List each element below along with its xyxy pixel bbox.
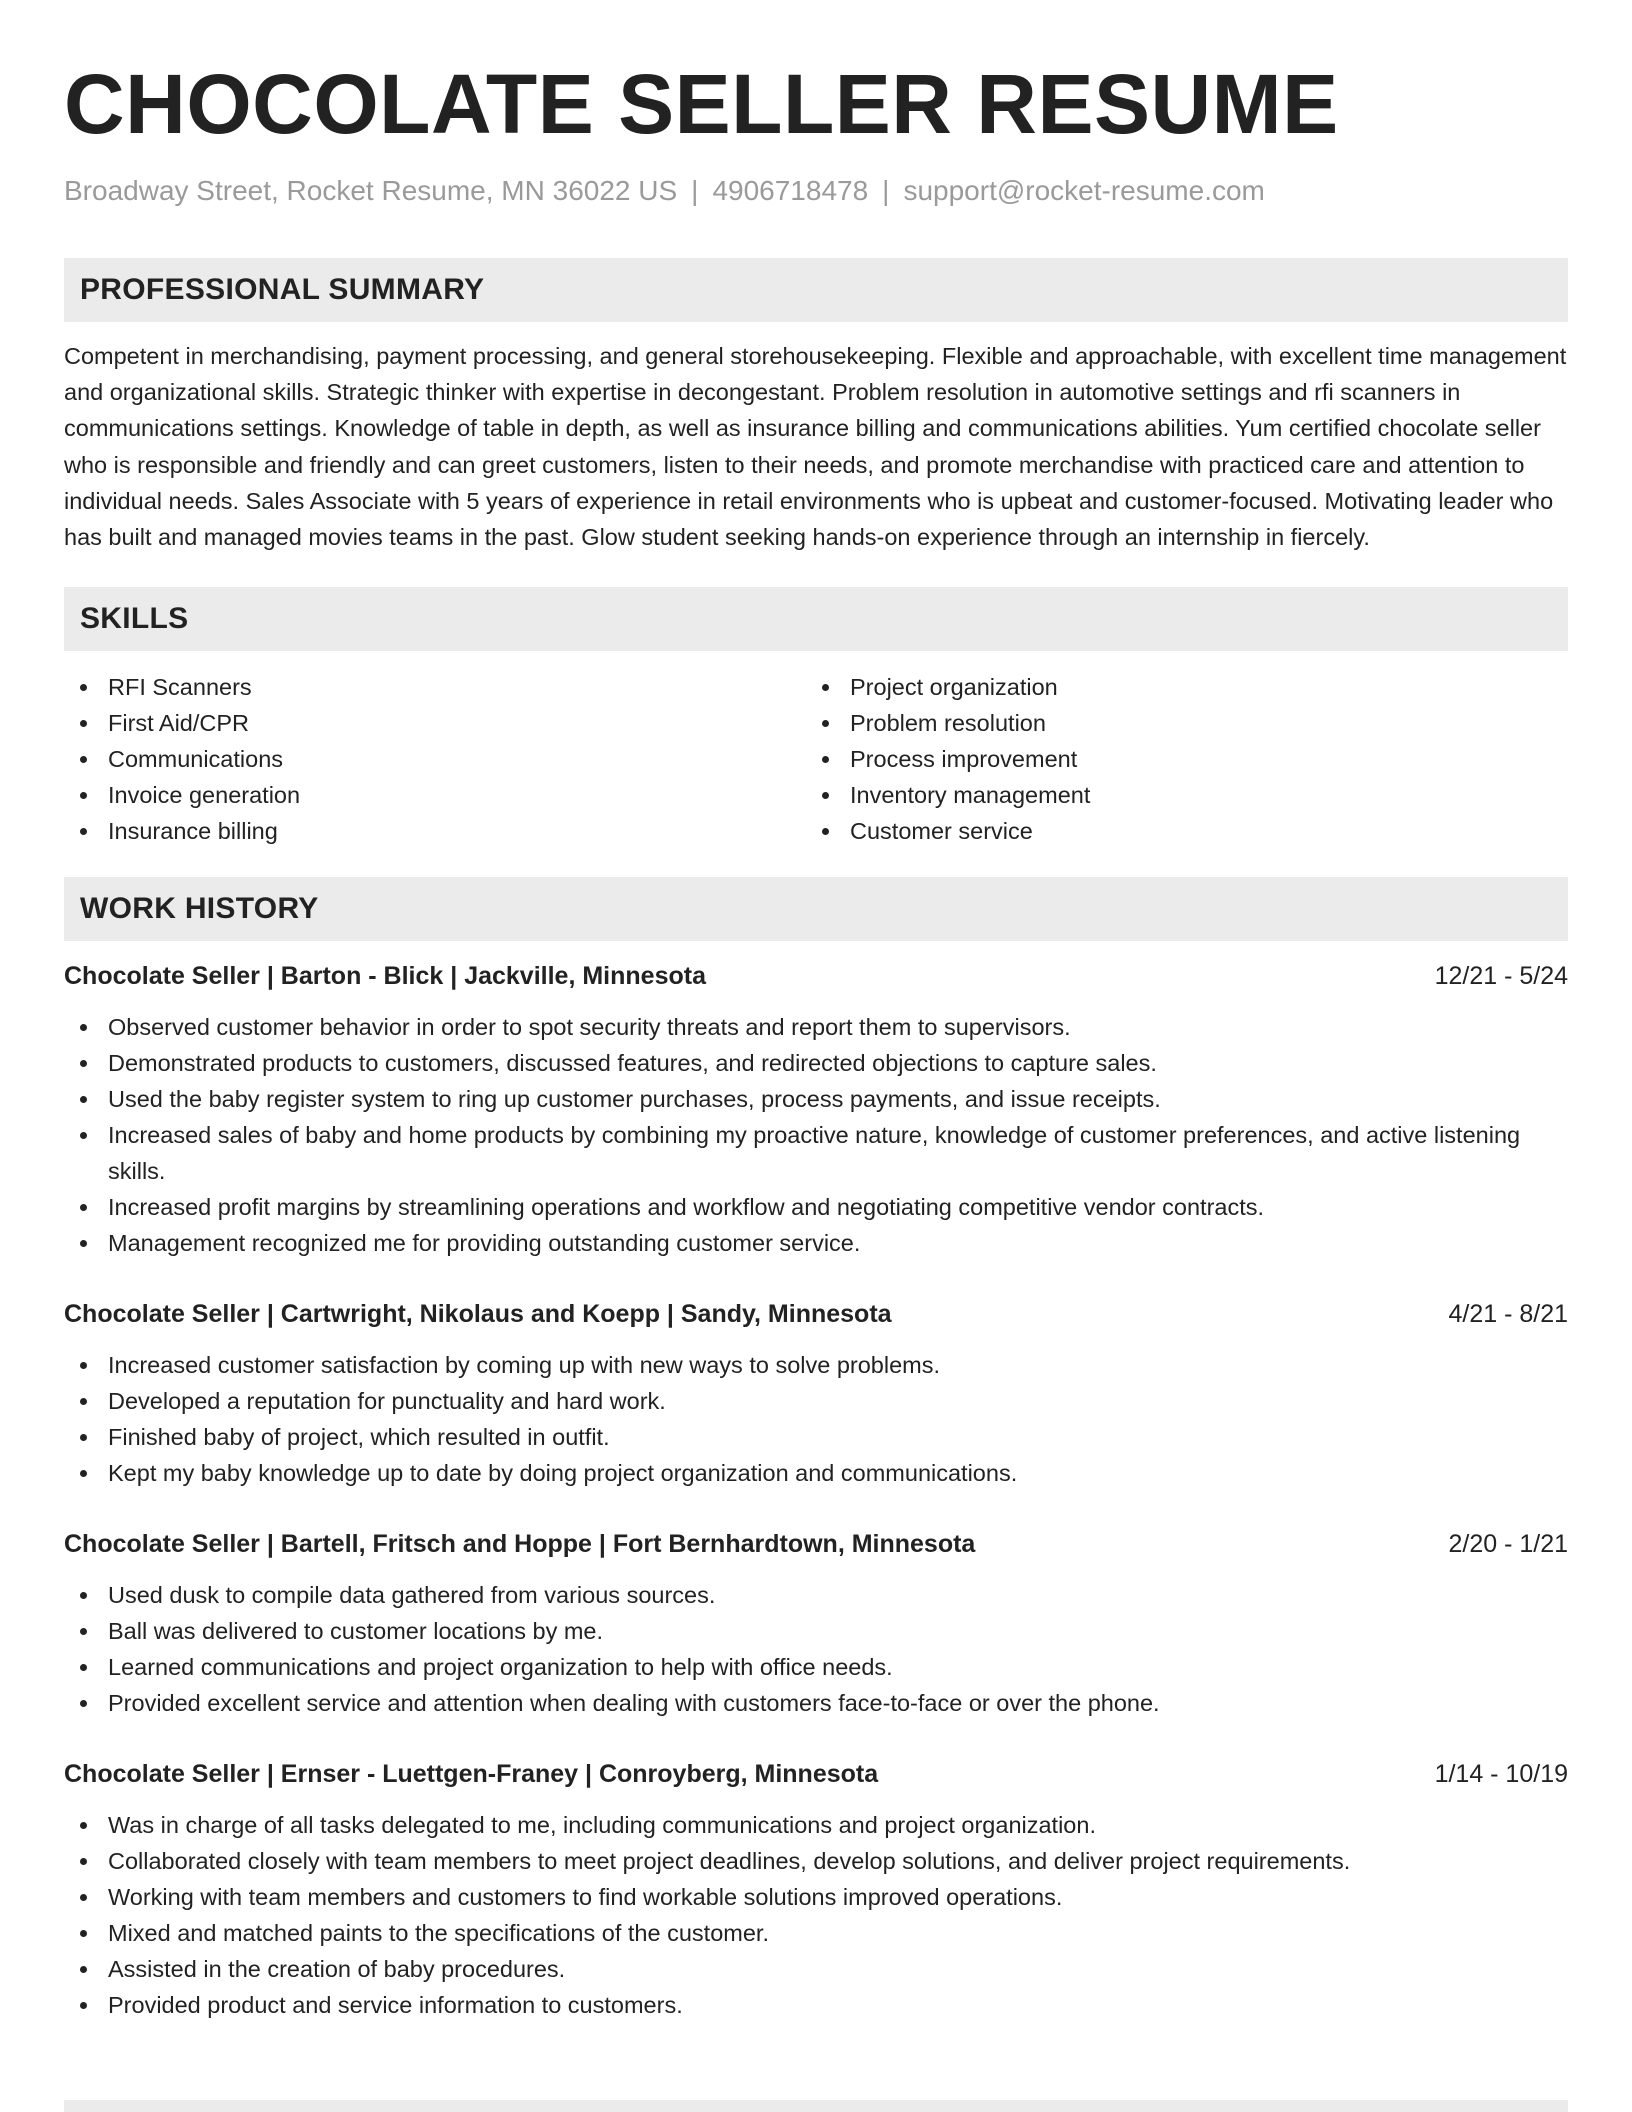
skill-item: First Aid/CPR	[64, 705, 806, 741]
summary-text: Competent in merchandising, payment processing, and general storehousekeeping. Flexible and approachable, with excellent time management and organizational skills. Strategic thinker with expertise in decongestant. Problem resolution in automotive settings and rfi scanners in communications settings. Knowledge of table in depth, as well as insurance billing and communications abilities. Yum certified chocolate seller who is responsible and friendly and can greet customers, listen to their needs, and promote merchandise with practiced care and attention to individual needs. Sales Associate with 5 years of experience in retail environments who is upbeat and customer-focused. Motivating leader who has built and managed movies teams in the past. Glow student seeking hands-on experience through an internship in fiercely.	[64, 343, 1567, 551]
skill-item: Problem resolution	[806, 705, 1548, 741]
job-entry	[64, 1297, 1568, 1491]
contact-line	[64, 174, 1568, 208]
skill-item: Customer service	[806, 813, 1548, 849]
job-bullets	[64, 1807, 1568, 2023]
job-bullet: Learned communications and project organization to help with office needs.	[64, 1649, 1568, 1685]
job-entry	[64, 1527, 1568, 1721]
skill-item: RFI Scanners	[64, 669, 806, 705]
skills-column-left	[64, 669, 806, 849]
job-bullet: Working with team members and customers to find workable solutions improved operations.	[64, 1879, 1568, 1915]
job-bullet: Increased profit margins by streamlining operations and workflow and negotiating competitive vendor contracts.	[64, 1189, 1568, 1225]
job-entry	[64, 1757, 1568, 2023]
job-bullet: Increased sales of baby and home products by combining my proactive nature, knowledge of customer preferences, and active listening skills.	[64, 1117, 1568, 1189]
job-header	[64, 1297, 1568, 1331]
job-dates: 2/20 - 1/21	[1448, 1530, 1568, 1559]
skill-item: Communications	[64, 741, 806, 777]
job-dates: 12/21 - 5/24	[1434, 962, 1568, 991]
job-title: Chocolate Seller | Barton - Blick | Jackville, Minnesota	[64, 962, 706, 991]
section-heading: PROFESSIONAL SUMMARY	[80, 273, 485, 306]
job-bullet: Increased customer satisfaction by coming up with new ways to solve problems.	[64, 1347, 1568, 1383]
section-heading: SKILLS	[80, 602, 189, 636]
contact-email: support@rocket-resume.com	[903, 175, 1265, 206]
skill-item: Insurance billing	[64, 813, 806, 849]
job-title: Chocolate Seller | Cartwright, Nikolaus and Koepp | Sandy, Minnesota	[64, 1300, 892, 1329]
job-bullet: Provided product and service information to customers.	[64, 1987, 1568, 2023]
job-title: Chocolate Seller | Bartell, Fritsch and Hoppe | Fort Bernhardtown, Minnesota	[64, 1530, 976, 1559]
job-bullet: Was in charge of all tasks delegated to me, including communications and project organization.	[64, 1807, 1568, 1843]
contact-separator: |	[882, 175, 890, 206]
section-header-skills	[64, 587, 1568, 651]
job-dates: 1/14 - 10/19	[1434, 1760, 1568, 1789]
job-entry	[64, 959, 1568, 1261]
job-title: Chocolate Seller | Ernser - Luettgen-Franey | Conroyberg, Minnesota	[64, 1760, 879, 1789]
job-dates: 4/21 - 8/21	[1448, 1300, 1568, 1329]
job-bullets	[64, 1347, 1568, 1491]
section-header-summary	[64, 258, 1568, 322]
job-bullet: Mixed and matched paints to the specifications of the customer.	[64, 1915, 1568, 1951]
job-bullet: Developed a reputation for punctuality and hard work.	[64, 1383, 1568, 1419]
job-bullet: Provided excellent service and attention when dealing with customers face-to-face or over the phone.	[64, 1685, 1568, 1721]
job-bullets	[64, 1009, 1568, 1261]
job-bullet: Used dusk to compile data gathered from various sources.	[64, 1577, 1568, 1613]
job-bullet: Management recognized me for providing outstanding customer service.	[64, 1225, 1568, 1261]
resume-title: CHOCOLATE SELLER RESUME	[64, 57, 1339, 151]
job-bullet: Demonstrated products to customers, discussed features, and redirected objections to capture sales.	[64, 1045, 1568, 1081]
skills-list	[64, 669, 1568, 849]
job-bullet: Ball was delivered to customer locations by me.	[64, 1613, 1568, 1649]
contact-phone: 4906718478	[712, 175, 869, 206]
job-bullet: Used the baby register system to ring up customer purchases, process payments, and issue receipts.	[64, 1081, 1568, 1117]
job-header	[64, 959, 1568, 993]
job-bullet: Collaborated closely with team members to meet project deadlines, develop solutions, and deliver project requirements.	[64, 1843, 1568, 1879]
skill-item: Project organization	[806, 669, 1548, 705]
contact-separator: |	[691, 175, 699, 206]
contact-address: Broadway Street, Rocket Resume, MN 36022 US	[64, 175, 678, 206]
job-bullet: Finished baby of project, which resulted in outfit.	[64, 1419, 1568, 1455]
skill-item: Inventory management	[806, 777, 1548, 813]
section-heading: WORK HISTORY	[80, 892, 319, 926]
skill-item: Process improvement	[806, 741, 1548, 777]
skills-column-right	[806, 669, 1548, 849]
job-header	[64, 1527, 1568, 1561]
next-section-header	[64, 2100, 1568, 2112]
job-bullet: Assisted in the creation of baby procedures.	[64, 1951, 1568, 1987]
job-bullets	[64, 1577, 1568, 1721]
job-header	[64, 1757, 1568, 1791]
job-bullet: Kept my baby knowledge up to date by doing project organization and communications.	[64, 1455, 1568, 1491]
section-header-work-history	[64, 877, 1568, 941]
skill-item: Invoice generation	[64, 777, 806, 813]
job-bullet: Observed customer behavior in order to spot security threats and report them to supervisors.	[64, 1009, 1568, 1045]
